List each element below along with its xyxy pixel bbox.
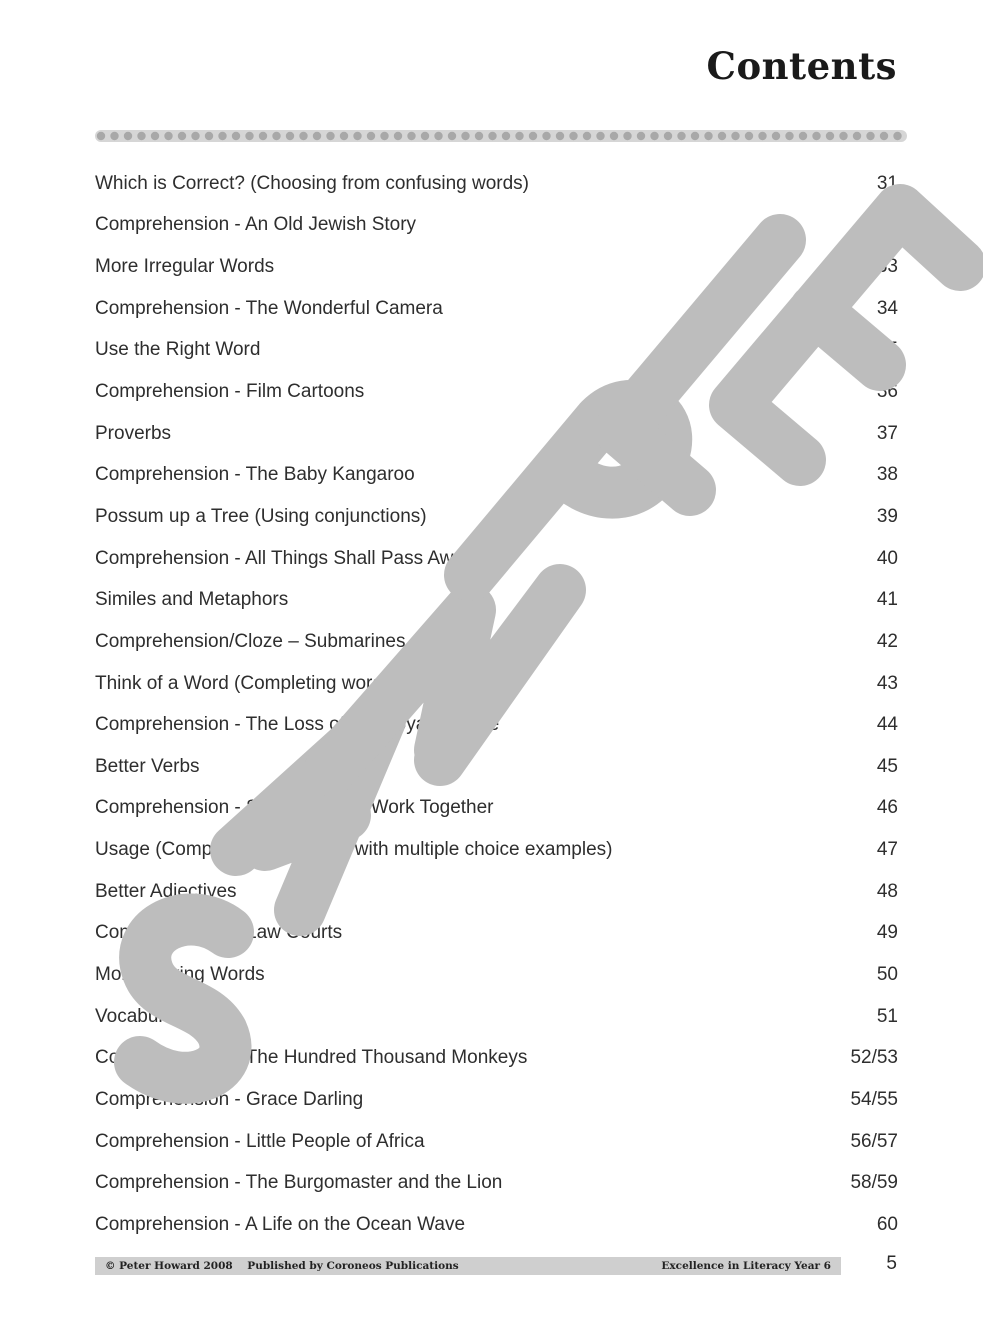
toc-entry-title: Comprehension - The Burgomaster and the Lion <box>95 1172 503 1194</box>
toc-entry-page: 49 <box>876 922 898 944</box>
toc-entry-title: Proverbs <box>95 422 172 444</box>
divider-dot <box>556 132 564 140</box>
toc-entry-page: 43 <box>876 672 898 694</box>
divider-dot <box>124 132 132 140</box>
divider-dot <box>704 132 712 140</box>
divider-dot <box>623 132 631 140</box>
divider-dot <box>353 132 361 140</box>
toc-entry-page: 39 <box>876 505 898 527</box>
toc-row <box>95 913 898 955</box>
divider-dot <box>718 132 726 140</box>
toc-row <box>95 704 898 746</box>
divider-dot <box>286 132 294 140</box>
toc-entry-title: Comprehension - Sun and Wind Work Together <box>95 797 494 819</box>
toc-row <box>95 246 898 288</box>
toc-entry-title: Vocabulary <box>95 1005 190 1027</box>
footer-copyright: © Peter Howard 2008 Published by Coroneos Publications <box>105 1260 459 1272</box>
toc-row <box>95 621 898 663</box>
toc-entry-title: Comprehension - All Things Shall Pass Away <box>95 547 474 569</box>
divider-dot <box>650 132 658 140</box>
toc-entry-page: 51 <box>876 1005 898 1027</box>
page-number: 5 <box>886 1253 897 1274</box>
divider-dot <box>97 132 105 140</box>
toc-entry-title: Comprehension - A Life on the Ocean Wave <box>95 1213 466 1235</box>
toc-entry-page: 48 <box>876 880 898 902</box>
divider-dot <box>610 132 618 140</box>
divider-dot <box>853 132 861 140</box>
divider-dot <box>542 132 550 140</box>
divider-dot <box>272 132 280 140</box>
divider-dot <box>407 132 415 140</box>
toc-entry-title: Comprehension - The Hundred Thousand Monkeys <box>95 1047 528 1069</box>
toc-row <box>95 829 898 871</box>
divider-dot <box>785 132 793 140</box>
toc-row <box>95 996 898 1038</box>
divider-dot <box>259 132 267 140</box>
divider-dot <box>691 132 699 140</box>
toc-entry-title: Better Adjectives <box>95 880 237 902</box>
toc-entry-page: 56/57 <box>850 1130 898 1152</box>
divider-dot <box>637 132 645 140</box>
divider-dot <box>380 132 388 140</box>
toc-entry-page: 34 <box>876 297 898 319</box>
divider-dot <box>299 132 307 140</box>
divider-dot <box>731 132 739 140</box>
toc-row <box>95 538 898 580</box>
divider-dot <box>664 132 672 140</box>
divider-dot <box>745 132 753 140</box>
divider-dot <box>515 132 523 140</box>
toc-row <box>95 454 898 496</box>
toc-row <box>95 954 898 996</box>
divider-dot <box>488 132 496 140</box>
toc-row <box>95 1079 898 1121</box>
divider-dot <box>880 132 888 140</box>
toc-row <box>95 1204 898 1246</box>
toc-entry-title: Similes and Metaphors <box>95 589 289 611</box>
toc-entry-title: Possum up a Tree (Using conjunctions) <box>95 505 427 527</box>
divider-dot <box>569 132 577 140</box>
toc-entry-page: 41 <box>876 589 898 611</box>
toc-entry-title: Comprehension - Little People of Africa <box>95 1130 425 1152</box>
divider-dot <box>110 132 118 140</box>
divider-dot <box>529 132 537 140</box>
toc-entry-page: 54/55 <box>850 1088 898 1110</box>
divider-dot <box>893 132 901 140</box>
divider-dot <box>502 132 510 140</box>
toc-row <box>95 288 898 330</box>
toc-entry-title: Which is Correct? (Choosing from confusing words) <box>95 172 529 194</box>
divider-dot <box>596 132 604 140</box>
divider-dot <box>421 132 429 140</box>
toc-row <box>95 663 898 705</box>
toc-entry-page: 50 <box>876 963 898 985</box>
toc-entry-title: Comprehension - The Wonderful Camera <box>95 297 443 319</box>
toc-entry-page: 46 <box>876 797 898 819</box>
footer-bar <box>95 1257 841 1275</box>
table-of-contents <box>95 163 898 1246</box>
toc-entry-title: Use the Right Word <box>95 339 261 361</box>
page-title: Contents <box>706 44 897 88</box>
divider-dot <box>313 132 321 140</box>
footer-book-title: Excellence in Literacy Year 6 <box>661 1260 831 1272</box>
toc-row <box>95 163 898 205</box>
toc-entry-page: 45 <box>876 755 898 777</box>
divider-dot <box>164 132 172 140</box>
divider-dot <box>583 132 591 140</box>
divider-dot <box>799 132 807 140</box>
toc-entry-title: Comprehension - Film Cartoons <box>95 381 365 403</box>
toc-entry-title: Comprehension - Law Courts <box>95 922 343 944</box>
divider-dot <box>205 132 213 140</box>
toc-row <box>95 205 898 247</box>
divider-dot <box>812 132 820 140</box>
divider-dot <box>461 132 469 140</box>
divider-dot <box>232 132 240 140</box>
toc-row <box>95 1037 898 1079</box>
divider-dot <box>866 132 874 140</box>
toc-entry-title: More Irregular Words <box>95 256 275 278</box>
toc-row <box>95 871 898 913</box>
divider-dot <box>772 132 780 140</box>
toc-entry-page: 47 <box>876 839 898 861</box>
toc-row <box>95 413 898 455</box>
toc-entry-page: 42 <box>876 630 898 652</box>
divider-dot <box>826 132 834 140</box>
toc-entry-page: 58/59 <box>850 1172 898 1194</box>
toc-row <box>95 496 898 538</box>
toc-entry-title: Comprehension - The Loss of the Royal George <box>95 714 500 736</box>
divider-dot <box>448 132 456 140</box>
divider-dot <box>677 132 685 140</box>
toc-entry-page: 60 <box>876 1213 898 1235</box>
toc-row <box>95 1121 898 1163</box>
divider-dot <box>434 132 442 140</box>
toc-entry-title: Comprehension - The Baby Kangaroo <box>95 464 415 486</box>
toc-entry-page: 38 <box>876 464 898 486</box>
divider-dot <box>367 132 375 140</box>
toc-entry-page: 31 <box>876 172 898 194</box>
divider-dot <box>178 132 186 140</box>
toc-row <box>95 579 898 621</box>
divider-dot <box>475 132 483 140</box>
divider-dot <box>191 132 199 140</box>
toc-entry-title: More Making Words <box>95 963 265 985</box>
toc-entry-page: 33 <box>876 256 898 278</box>
divider-dot <box>326 132 334 140</box>
toc-entry-page: 35 <box>876 339 898 361</box>
toc-row <box>95 746 898 788</box>
divider-dot <box>839 132 847 140</box>
toc-entry-page: 32 <box>876 214 898 236</box>
toc-entry-page: 44 <box>876 714 898 736</box>
dotted-divider <box>95 130 907 142</box>
divider-dot <box>758 132 766 140</box>
divider-dot <box>340 132 348 140</box>
divider-dot <box>151 132 159 140</box>
toc-entry-title: Comprehension - Grace Darling <box>95 1088 364 1110</box>
toc-entry-page: 52/53 <box>850 1047 898 1069</box>
toc-entry-page: 37 <box>876 422 898 444</box>
divider-dot <box>394 132 402 140</box>
toc-entry-title: Comprehension/Cloze – Submarines <box>95 630 406 652</box>
toc-row <box>95 788 898 830</box>
divider-dot <box>137 132 145 140</box>
toc-row <box>95 330 898 372</box>
toc-entry-page: 40 <box>876 547 898 569</box>
divider-dot <box>245 132 253 140</box>
toc-entry-title: Usage (Completing sentences with multiple choice examples) <box>95 839 613 861</box>
toc-row <box>95 1162 898 1204</box>
toc-entry-title: Think of a Word (Completing words from clues) <box>95 672 492 694</box>
toc-entry-title: Better Verbs <box>95 755 200 777</box>
divider-dot <box>218 132 226 140</box>
toc-entry-page: 36 <box>876 381 898 403</box>
toc-entry-title: Comprehension - An Old Jewish Story <box>95 214 417 236</box>
toc-row <box>95 371 898 413</box>
